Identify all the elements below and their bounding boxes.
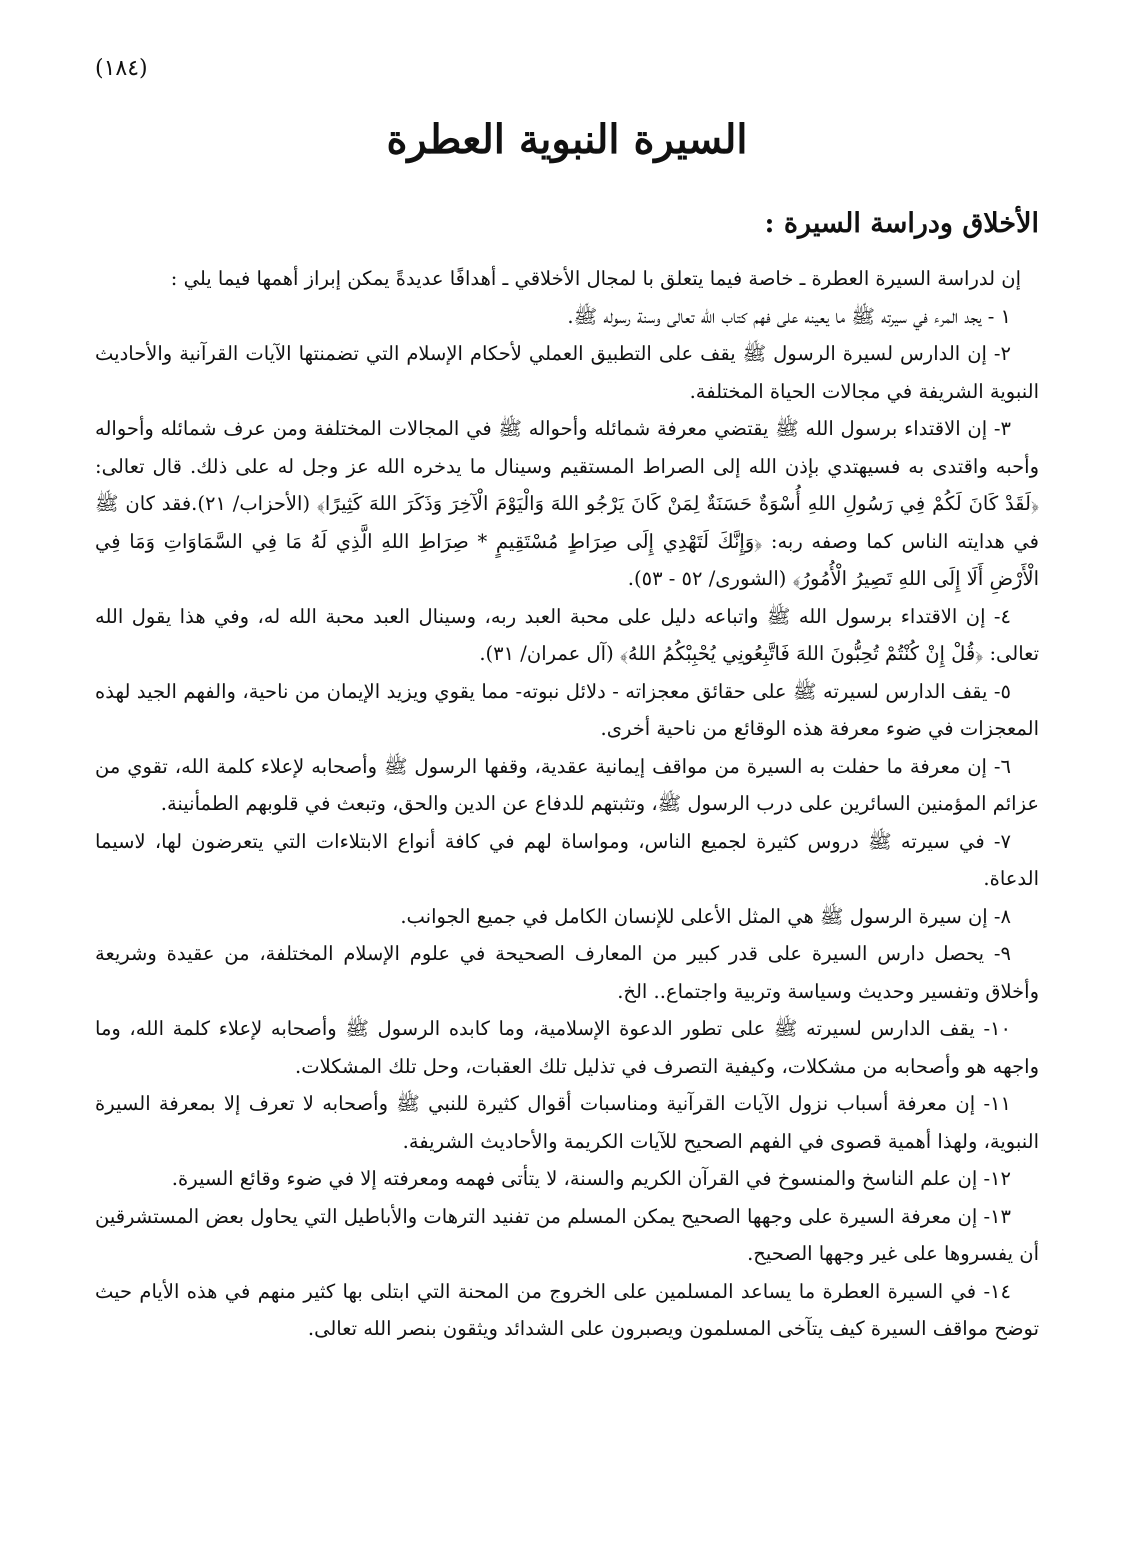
point-7: ٧- في سيرته ﷺ دروس كثيرة لجميع الناس، ومواساة لهم في كافة أنواع الابتلاءات التي يتعرضون لها، لاسيما الدعاة. (95, 829, 1039, 890)
point-8: ٨- إن سيرة الرسول ﷺ هي المثل الأعلى للإنسان الكامل في جميع الجوانب. (400, 904, 1011, 928)
section-heading: الأخلاق ودراسة السيرة : (764, 208, 1039, 239)
point-9: ٩- يحصل دارس السيرة على قدر كبير من المعارف الصحيحة في علوم الإسلام المختلفة، من عقيدة وشريعة وأخلاق وتفسير وحديث وسياسة وتربية واجتماع.. الخ. (95, 942, 1039, 1003)
document-page (95, 0, 1039, 1553)
point-14: ١٤- في السيرة العطرة ما يساعد المسلمين على الخروج من المحنة التي ابتلى بها كثير منهم في هذه الأيام حيث توضح مواقف السيرة كيف يتآخى المسلمون ويصبرون على الشدائد ويثقون بنصر الله تعالى. (95, 1279, 1039, 1340)
point-10: ١٠- يقف الدارس لسيرته ﷺ على تطور الدعوة الإسلامية، وما كابده الرسول ﷺ وأصحابه لإعلاء كلمة الله، وما واجهه هو وأصحابه من مشكلات، وكيفية التصرف في تذليل تلك العقبات، وحل تلك المشكلات. (95, 1017, 1039, 1078)
point-3: ٣- إن الاقتداء برسول الله ﷺ يقتضي معرفة شمائله وأحواله ﷺ في المجالات المختلفة ومن عرف شمائله وأحواله وأحبه واقتدى به فسيهتدي بإذن الله إلى الصراط المستقيم وسينال ما يدخره الله عز وجل له على ذلك. قال تعالى: ﴿لَقَدْ كَانَ لَكُمْ فِي رَسُولِ اللهِ أُسْوَةٌ حَسَنَةٌ لِمَنْ كَانَ يَرْجُو اللهَ وَالْيَوْمَ الْآخِرَ وَذَكَرَ اللهَ كَثِيرًا﴾ (الأحزاب/ ٢١).فقد كان ﷺ في هدايته الناس كما وصفه ربه: ﴿وَإِنَّكَ لَتَهْدِي إِلَى صِرَاطٍ مُسْتَقِيمٍ * صِرَاطِ اللهِ الَّذِي لَهُ مَا فِي السَّمَاوَاتِ وَمَا فِي الْأَرْضِ أَلَا إِلَى اللهِ تَصِيرُ الْأُمُورُ﴾ (الشورى/ ٥٢ - ٥٣). (95, 417, 1039, 590)
page-number: (١٨٤) (95, 56, 148, 81)
point-13: ١٣- إن معرفة السيرة على وجهها الصحيح يمكن المسلم من تفنيد الترهات والأباطيل التي يحاول بعض المستشرقين أن يفسروها على غير وجهها الصحيح. (95, 1204, 1039, 1265)
intro-paragraph: إن لدراسة السيرة العطرة ـ خاصة فيما يتعلق با لمجال الأخلاقي ـ أهدافًا عديدةً يمكن إبراز أهمها فيما يلي : (170, 267, 1021, 290)
body-text (95, 260, 1039, 1348)
point-4: ٤- إن الاقتداء برسول الله ﷺ واتباعه دليل على محبة العبد ربه، وسينال العبد محبة الله له، وفي هذا يقول الله تعالى: ﴿قُلْ إِنْ كُنْتُمْ تُحِبُّونَ اللهَ فَاتَّبِعُونِي يُحْبِبْكُمُ اللهُ﴾ (آل عمران/ ٣١). (95, 604, 1039, 665)
page-title: السيرة النبوية العطرة (386, 116, 748, 163)
point-6: ٦- إن معرفة ما حفلت به السيرة من مواقف إيمانية عقدية، وقفها الرسول ﷺ وأصحابه لإعلاء كلمة الله، تقوي من عزائم المؤمنين السائرين على درب الرسول ﷺ، وتثبتهم للدفاع عن الدين والحق، وتبعث في قلوبهم الطمأنينة. (95, 754, 1039, 815)
point-5: ٥- يقف الدارس لسيرته ﷺ على حقائق معجزاته - دلائل نبوته- مما يقوي ويزيد الإيمان من ناحية، والفهم الجيد لهذه المعجزات في ضوء معرفة هذه الوقائع من ناحية أخرى. (95, 679, 1039, 740)
point-1: ١ - يجد المرء في سيرته ﷺ ما يعينه على فهم كتاب الله تعالى وسنة رسوله ﷺ. (567, 304, 1011, 328)
point-11: ١١- إن معرفة أسباب نزول الآيات القرآنية ومناسبات أقوال كثيرة للنبي ﷺ وأصحابه لا تعرف إلا بمعرفة السيرة النبوية، ولهذا أهمية قصوى في الفهم الصحيح للآيات الكريمة والأحاديث الشريفة. (95, 1092, 1039, 1153)
point-12: ١٢- إن علم الناسخ والمنسوخ في القرآن الكريم والسنة، لا يتأتى فهمه ومعرفته إلا في ضوء وقائع السيرة. (171, 1167, 1011, 1190)
point-2: ٢- إن الدارس لسيرة الرسول ﷺ يقف على التطبيق العملي لأحكام الإسلام التي تضمنتها الآيات القرآنية والأحاديث النبوية الشريفة في مجالات الحياة المختلفة. (95, 342, 1039, 403)
